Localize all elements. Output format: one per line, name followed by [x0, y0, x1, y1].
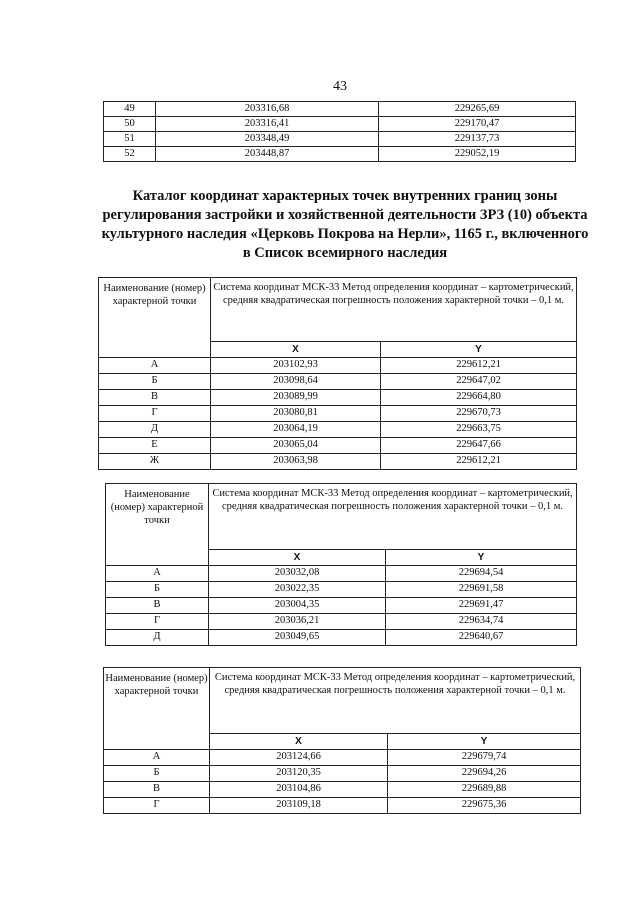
table-row: [104, 132, 576, 147]
x-value-cell: 203348,49: [156, 132, 379, 147]
point-id-cell: Д: [99, 422, 211, 438]
point-id-cell: Е: [99, 438, 211, 454]
point-id-cell: В: [104, 782, 210, 798]
table-row: [106, 630, 577, 646]
table-row: [104, 766, 581, 782]
point-id-cell: В: [106, 598, 209, 614]
x-value-cell: 203448,87: [156, 147, 379, 162]
x-column-header: X: [210, 734, 388, 750]
y-value-cell: 229265,69: [379, 102, 576, 117]
table-row: [106, 566, 577, 582]
y-value-cell: 229679,74: [388, 750, 581, 766]
y-value-cell: 229612,21: [381, 454, 577, 470]
y-value-cell: 229663,75: [381, 422, 577, 438]
y-value-cell: 229694,54: [386, 566, 577, 582]
y-value-cell: 229647,66: [381, 438, 577, 454]
y-column-header: Y: [388, 734, 581, 750]
x-value-cell: 203022,35: [209, 582, 386, 598]
y-value-cell: 229670,73: [381, 406, 577, 422]
x-value-cell: 203063,98: [211, 454, 381, 470]
point-id-cell: А: [99, 358, 211, 374]
point-id-cell: Ж: [99, 454, 211, 470]
x-column-header: X: [209, 550, 386, 566]
y-value-cell: 229640,67: [386, 630, 577, 646]
y-value-cell: 229170,47: [379, 117, 576, 132]
coordinate-system-header: Система координат МСК-33 Метод определения координат – картометрический, средняя квадратическая погрешность положения характерной точки – 0,1 м.: [211, 278, 577, 342]
x-value-cell: 203109,18: [210, 798, 388, 814]
table-row: [106, 614, 577, 630]
table-row: [104, 147, 576, 162]
y-column-header: Y: [386, 550, 577, 566]
table-row: [104, 782, 581, 798]
point-id-cell: Г: [104, 798, 210, 814]
table-row: [106, 582, 577, 598]
point-id-cell: Б: [106, 582, 209, 598]
y-value-cell: 229052,19: [379, 147, 576, 162]
y-value-cell: 229612,21: [381, 358, 577, 374]
table-header-row: [106, 484, 577, 550]
y-value-cell: 229137,73: [379, 132, 576, 147]
coordinates-table-3: [103, 667, 581, 814]
y-value-cell: 229694,26: [388, 766, 581, 782]
x-value-cell: 203098,64: [211, 374, 381, 390]
x-value-cell: 203036,21: [209, 614, 386, 630]
coordinate-system-header: Система координат МСК-33 Метод определения координат – картометрический, средняя квадратическая погрешность положения характерной точки – 0,1 м.: [209, 484, 577, 550]
point-id-cell: 51: [104, 132, 156, 147]
x-value-cell: 203316,68: [156, 102, 379, 117]
point-name-header: Наименование (номер) характерной точки: [106, 484, 209, 566]
x-value-cell: 203065,04: [211, 438, 381, 454]
point-id-cell: Б: [99, 374, 211, 390]
table-header-row: [104, 668, 581, 734]
table-row: [99, 454, 577, 470]
point-id-cell: А: [106, 566, 209, 582]
continued-coordinates-table: [103, 101, 576, 162]
point-id-cell: 52: [104, 147, 156, 162]
y-column-header: Y: [381, 342, 577, 358]
point-id-cell: Б: [104, 766, 210, 782]
x-value-cell: 203089,99: [211, 390, 381, 406]
table-row: [99, 406, 577, 422]
point-id-cell: Г: [106, 614, 209, 630]
point-id-cell: 49: [104, 102, 156, 117]
y-value-cell: 229634,74: [386, 614, 577, 630]
y-value-cell: 229691,47: [386, 598, 577, 614]
point-id-cell: В: [99, 390, 211, 406]
table-row: [106, 598, 577, 614]
table-header-row: [99, 278, 577, 342]
x-value-cell: 203004,35: [209, 598, 386, 614]
table-row: [104, 798, 581, 814]
table-row: [104, 117, 576, 132]
x-value-cell: 203104,86: [210, 782, 388, 798]
point-id-cell: Г: [99, 406, 211, 422]
x-value-cell: 203049,65: [209, 630, 386, 646]
x-value-cell: 203124,66: [210, 750, 388, 766]
x-value-cell: 203102,93: [211, 358, 381, 374]
x-value-cell: 203032,08: [209, 566, 386, 582]
point-id-cell: А: [104, 750, 210, 766]
y-value-cell: 229689,88: [388, 782, 581, 798]
y-value-cell: 229691,58: [386, 582, 577, 598]
coordinates-table-1: [98, 277, 577, 470]
y-value-cell: 229675,36: [388, 798, 581, 814]
table-row: [99, 358, 577, 374]
coordinates-table-2: [105, 483, 577, 646]
x-value-cell: 203080,81: [211, 406, 381, 422]
table-row: [99, 390, 577, 406]
x-value-cell: 203064,19: [211, 422, 381, 438]
point-id-cell: Д: [106, 630, 209, 646]
point-name-header: Наименование (номер) характерной точки: [99, 278, 211, 358]
y-value-cell: 229647,02: [381, 374, 577, 390]
table-row: [99, 374, 577, 390]
table-row: [99, 422, 577, 438]
catalog-heading: Каталог координат характерных точек внутренних границ зоны регулирования застройки и хозяйственной деятельности ЗРЗ (10) объекта культурного наследия «Церковь Покрова на Нерли», 1165 г., включенного в Список всемирного наследия: [101, 188, 589, 261]
point-id-cell: 50: [104, 117, 156, 132]
x-value-cell: 203316,41: [156, 117, 379, 132]
x-column-header: X: [211, 342, 381, 358]
table-row: [104, 102, 576, 117]
coordinate-system-header: Система координат МСК-33 Метод определения координат – картометрический, средняя квадратическая погрешность положения характерной точки – 0,1 м.: [210, 668, 581, 734]
page-number: 43: [333, 79, 347, 94]
y-value-cell: 229664,80: [381, 390, 577, 406]
x-value-cell: 203120,35: [210, 766, 388, 782]
table-row: [99, 438, 577, 454]
point-name-header: Наименование (номер) характерной точки: [104, 668, 210, 750]
table-row: [104, 750, 581, 766]
